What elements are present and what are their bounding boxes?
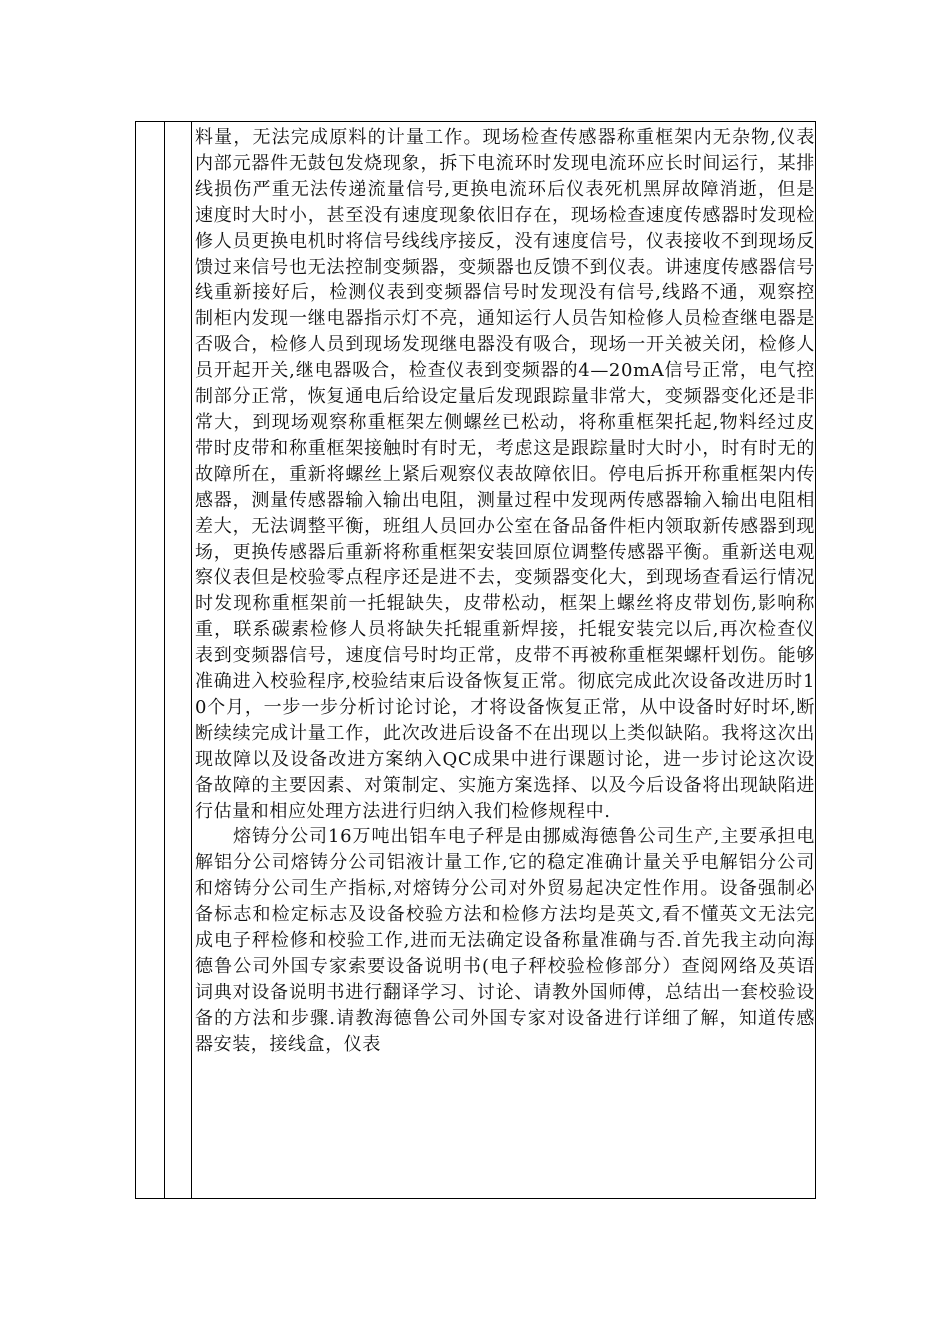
paragraph-electronic-scale: 熔铸分公司16万吨出铝车电子秤是由挪威海德鲁公司生产,主要承担电解铝分公司熔铸分公司铝液计量工作,它的稳定准确计量关乎电解铝分公司和熔铸分公司生产指标,对熔铸分公司对外贸易起决定性作用。设备强制必备标志和检定标志及设备校验方法和检修方法均是英文,看不懂英文无法完成电子秤检修和校验工作,进而无法确定设备称量准确与否.首先我主动向海德鲁公司外国专家索要设备说明书(电子秤校验检修部分）查阅网络及英语词典对设备说明书进行翻译学习、讨论、请教外国师傅，总结出一套校验设备的方法和步骤.请教海德鲁公司外国专家对设备进行详细了解，知道传感器安装，接线盒，仪表: [195, 826, 815, 1055]
paragraph-equipment-repair: 料量，无法完成原料的计量工作。现场检查传感器称重框架内无杂物,仪表内部元器件无鼓包发烧现象，拆下电流环时发现电流环应长时间运行，某排线损伤严重无法传递流量信号,更换电流环后仪表死机黑屏故障消逝，但是速度时大时小，甚至没有速度现象依旧存在，现场检查速度传感器时发现检修人员更换电机时将信号线线序接反，没有速度信号，仪表接收不到现场反馈过来信号也无法控制变频器，变频器也反馈不到仪表。讲速度传感器信号线重新接好后，检测仪表到变频器信号时发现没有信号,线路不通，观察控制柜内发现一继电器指示灯不亮，通知运行人员告知检修人员检查继电器是否吸合，检修人员到现场发现继电器没有吸合，现场一开关被关闭，检修人员开起开关,继电器吸合，检查仪表到变频器的4—20mA信号正常，电气控制部分正常，恢复通电后给设定量后发现跟踪量非常大，变频器变化还是非常大，到现场观察称重框架左侧螺丝已松动，将称重框架托起,物料经过皮带时皮带和称重框架接触时有时无，考虑这是跟踪量时大时小，时有时无的故障所在，重新将螺丝上紧后观察仪表故障依旧。停电后拆开称重框架内传感器，测量传感器输入输出电阻，测量过程中发现两传感器输入输出电阻相差大，无法调整平衡，班组人员回办公室在备品备件柜内领取新传感器到现场，更换传感器后重新将称重框架安装回原位调整传感器平衡。重新送电观察仪表但是校验零点程序还是进不去，变频器变化大，到现场查看运行情况时发现称重框架前一托辊缺失，皮带松动，框架上螺丝将皮带划伤,影响称重，联系碳素检修人员将缺失托辊重新焊接，托辊安装完以后,再次检查仪表到变频器信号，速度信号时均正常，皮带不再被称重框架螺杆划伤。能够准确进入校验程序,校验结束后设备恢复正常。彻底完成此次设备改进历时10个月，一步一步分析讨论讨论，才将设备恢复正常，从中设备时好时坏,断断续续完成计量工作，此次改进后设备不在出现以上类似缺陷。我将这次出现故障以及设备改进方案纳入QC成果中进行课题讨论，进一步讨论这次设备故障的主要因素、对策制定、实施方案选择、以及今后设备将出现缺陷进行估量和相应处理方法进行归纳入我们检修规程中.: [195, 127, 815, 822]
table-inner-column: [165, 122, 192, 1198]
table-content-cell: [192, 122, 817, 1198]
table-left-column: [136, 122, 165, 1198]
document-table: [135, 121, 816, 1199]
